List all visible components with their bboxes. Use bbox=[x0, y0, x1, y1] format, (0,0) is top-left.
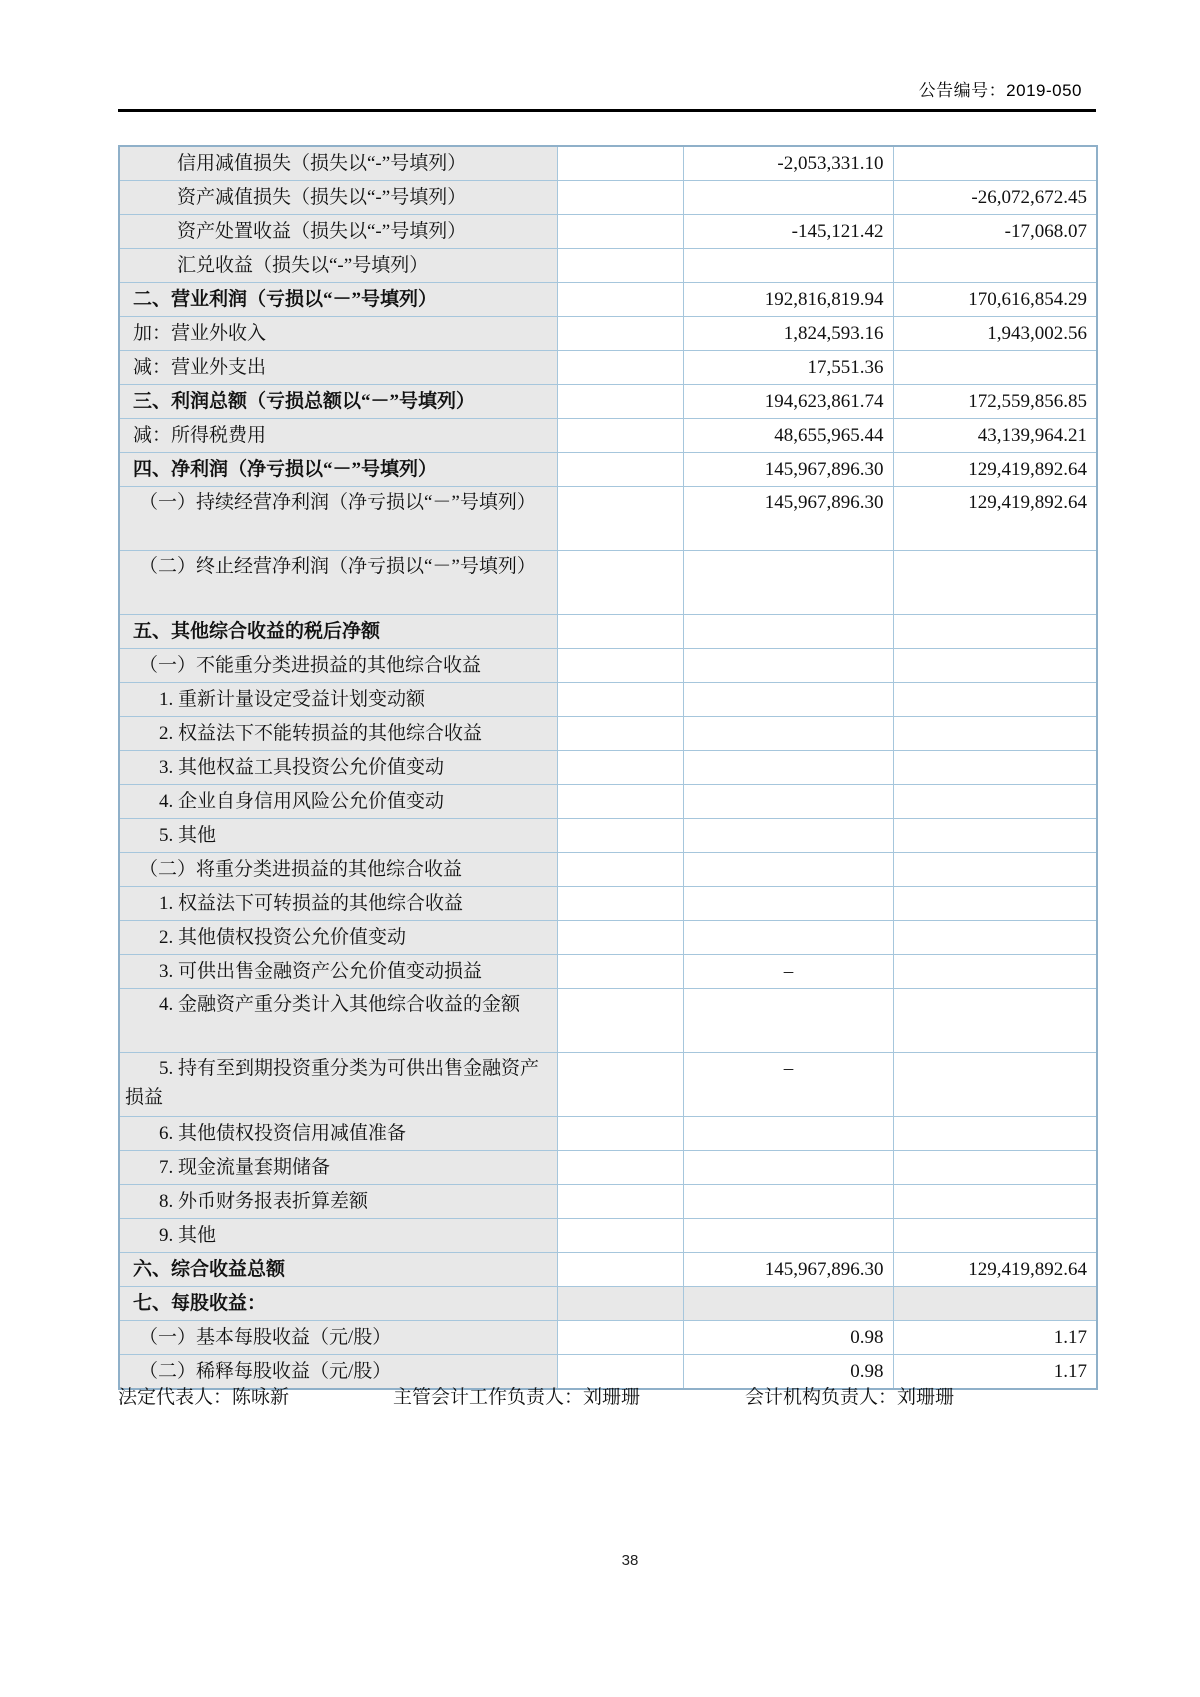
row-label: 3. 可供出售金融资产公允价值变动损益 bbox=[119, 955, 557, 989]
row-prior-period-value: -26,072,672.45 bbox=[893, 181, 1097, 215]
row-prior-period-value: 172,559,856.85 bbox=[893, 385, 1097, 419]
row-note-cell bbox=[557, 181, 683, 215]
row-note-cell bbox=[557, 317, 683, 351]
row-label: 1. 重新计量设定受益计划变动额 bbox=[119, 683, 557, 717]
row-prior-period-value bbox=[893, 955, 1097, 989]
row-prior-period-value bbox=[893, 751, 1097, 785]
row-prior-period-value bbox=[893, 921, 1097, 955]
row-label: （二）终止经营净利润（净亏损以“－”号填列） bbox=[119, 551, 557, 615]
row-note-cell bbox=[557, 649, 683, 683]
row-label: 3. 其他权益工具投资公允价值变动 bbox=[119, 751, 557, 785]
table-row bbox=[119, 819, 1097, 853]
table-row bbox=[119, 551, 1097, 615]
row-label: 7. 现金流量套期储备 bbox=[119, 1151, 557, 1185]
row-current-period-value bbox=[683, 649, 893, 683]
table-row bbox=[119, 683, 1097, 717]
row-label: 二、营业利润（亏损以“－”号填列） bbox=[119, 283, 557, 317]
row-label: 加：营业外收入 bbox=[119, 317, 557, 351]
row-note-cell bbox=[557, 551, 683, 615]
table-row bbox=[119, 249, 1097, 283]
row-current-period-value bbox=[683, 1151, 893, 1185]
row-note-cell bbox=[557, 751, 683, 785]
row-label: 5. 持有至到期投资重分类为可供出售金融资产损益 bbox=[119, 1053, 557, 1117]
row-label: （一）持续经营净利润（净亏损以“－”号填列） bbox=[119, 487, 557, 551]
table-row bbox=[119, 989, 1097, 1053]
row-label: 信用减值损失（损失以“-”号填列） bbox=[119, 146, 557, 181]
table-row bbox=[119, 1053, 1097, 1117]
row-prior-period-value bbox=[893, 146, 1097, 181]
row-note-cell bbox=[557, 615, 683, 649]
row-prior-period-value bbox=[893, 1287, 1097, 1321]
row-note-cell bbox=[557, 785, 683, 819]
row-current-period-value bbox=[683, 1117, 893, 1151]
row-label: 五、其他综合收益的税后净额 bbox=[119, 615, 557, 649]
row-note-cell bbox=[557, 487, 683, 551]
row-note-cell bbox=[557, 385, 683, 419]
row-note-cell bbox=[557, 453, 683, 487]
row-prior-period-value bbox=[893, 717, 1097, 751]
table-body bbox=[119, 146, 1097, 1389]
row-prior-period-value bbox=[893, 1117, 1097, 1151]
row-current-period-value: 145,967,896.30 bbox=[683, 487, 893, 551]
row-prior-period-value bbox=[893, 615, 1097, 649]
table-row bbox=[119, 419, 1097, 453]
row-current-period-value: 0.98 bbox=[683, 1321, 893, 1355]
row-note-cell bbox=[557, 921, 683, 955]
table-row bbox=[119, 1151, 1097, 1185]
table-row bbox=[119, 1185, 1097, 1219]
row-note-cell bbox=[557, 1321, 683, 1355]
row-current-period-value bbox=[683, 785, 893, 819]
row-note-cell bbox=[557, 819, 683, 853]
row-note-cell bbox=[557, 955, 683, 989]
chief-accounting-officer: 主管会计工作负责人：刘珊珊 bbox=[393, 1387, 641, 1408]
row-prior-period-value bbox=[893, 351, 1097, 385]
row-current-period-value: -145,121.42 bbox=[683, 215, 893, 249]
row-note-cell bbox=[557, 1253, 683, 1287]
row-note-cell bbox=[557, 215, 683, 249]
table-row bbox=[119, 283, 1097, 317]
row-prior-period-value bbox=[893, 1151, 1097, 1185]
table-row bbox=[119, 615, 1097, 649]
table-row bbox=[119, 1287, 1097, 1321]
row-current-period-value: 0.98 bbox=[683, 1355, 893, 1390]
table-row bbox=[119, 887, 1097, 921]
table-row bbox=[119, 1321, 1097, 1355]
row-note-cell bbox=[557, 351, 683, 385]
row-label: （一）不能重分类进损益的其他综合收益 bbox=[119, 649, 557, 683]
row-note-cell bbox=[557, 1287, 683, 1321]
row-current-period-value bbox=[683, 683, 893, 717]
table-row bbox=[119, 853, 1097, 887]
row-label: 六、综合收益总额 bbox=[119, 1253, 557, 1287]
row-prior-period-value bbox=[893, 853, 1097, 887]
table-row bbox=[119, 717, 1097, 751]
row-prior-period-value bbox=[893, 785, 1097, 819]
row-current-period-value bbox=[683, 1185, 893, 1219]
row-current-period-value: 17,551.36 bbox=[683, 351, 893, 385]
row-note-cell bbox=[557, 419, 683, 453]
row-label: 汇兑收益（损失以“-”号填列） bbox=[119, 249, 557, 283]
row-note-cell bbox=[557, 717, 683, 751]
row-note-cell bbox=[557, 1219, 683, 1253]
table-row bbox=[119, 955, 1097, 989]
row-label: 1. 权益法下可转损益的其他综合收益 bbox=[119, 887, 557, 921]
income-statement-table bbox=[118, 145, 1098, 1390]
row-label: （二）将重分类进损益的其他综合收益 bbox=[119, 853, 557, 887]
row-current-period-value bbox=[683, 887, 893, 921]
row-current-period-value: -2,053,331.10 bbox=[683, 146, 893, 181]
row-prior-period-value: 129,419,892.64 bbox=[893, 453, 1097, 487]
announcement-number bbox=[919, 76, 1082, 101]
row-prior-period-value bbox=[893, 1053, 1097, 1117]
row-current-period-value bbox=[683, 181, 893, 215]
row-prior-period-value bbox=[893, 551, 1097, 615]
row-note-cell bbox=[557, 146, 683, 181]
row-prior-period-value bbox=[893, 819, 1097, 853]
row-note-cell bbox=[557, 1053, 683, 1117]
table-row bbox=[119, 385, 1097, 419]
row-prior-period-value bbox=[893, 887, 1097, 921]
row-label: 减：所得税费用 bbox=[119, 419, 557, 453]
row-current-period-value bbox=[683, 717, 893, 751]
row-prior-period-value bbox=[893, 683, 1097, 717]
row-label: 资产处置收益（损失以“-”号填列） bbox=[119, 215, 557, 249]
row-label: 2. 其他债权投资公允价值变动 bbox=[119, 921, 557, 955]
row-current-period-value bbox=[683, 249, 893, 283]
row-label: 9. 其他 bbox=[119, 1219, 557, 1253]
announcement-number-label: 公告编号： bbox=[918, 81, 1007, 100]
row-current-period-value bbox=[683, 921, 893, 955]
table-row bbox=[119, 921, 1097, 955]
row-prior-period-value bbox=[893, 1185, 1097, 1219]
table-row bbox=[119, 785, 1097, 819]
row-prior-period-value: 43,139,964.21 bbox=[893, 419, 1097, 453]
table-row bbox=[119, 453, 1097, 487]
table-row bbox=[119, 351, 1097, 385]
row-label: 6. 其他债权投资信用减值准备 bbox=[119, 1117, 557, 1151]
row-current-period-value: 145,967,896.30 bbox=[683, 1253, 893, 1287]
row-prior-period-value: 1.17 bbox=[893, 1321, 1097, 1355]
row-label: 资产减值损失（损失以“-”号填列） bbox=[119, 181, 557, 215]
page-number: 38 bbox=[621, 1552, 639, 1569]
row-note-cell bbox=[557, 1117, 683, 1151]
row-label: 2. 权益法下不能转损益的其他综合收益 bbox=[119, 717, 557, 751]
row-note-cell bbox=[557, 989, 683, 1053]
table-row bbox=[119, 1253, 1097, 1287]
row-label: 5. 其他 bbox=[119, 819, 557, 853]
table-row bbox=[119, 1219, 1097, 1253]
row-label: 8. 外币财务报表折算差额 bbox=[119, 1185, 557, 1219]
row-note-cell bbox=[557, 283, 683, 317]
row-note-cell bbox=[557, 1151, 683, 1185]
row-current-period-value bbox=[683, 615, 893, 649]
row-label: 三、利润总额（亏损总额以“－”号填列） bbox=[119, 385, 557, 419]
row-current-period-value: – bbox=[683, 955, 893, 989]
row-prior-period-value bbox=[893, 1219, 1097, 1253]
table-row bbox=[119, 751, 1097, 785]
table-row bbox=[119, 146, 1097, 181]
row-note-cell bbox=[557, 853, 683, 887]
row-label: 4. 金融资产重分类计入其他综合收益的金额 bbox=[119, 989, 557, 1053]
row-prior-period-value: 129,419,892.64 bbox=[893, 1253, 1097, 1287]
row-current-period-value: 194,623,861.74 bbox=[683, 385, 893, 419]
row-note-cell bbox=[557, 683, 683, 717]
row-label: 四、净利润（净亏损以“－”号填列） bbox=[119, 453, 557, 487]
row-note-cell bbox=[557, 1185, 683, 1219]
row-label: （二）稀释每股收益（元/股） bbox=[119, 1355, 557, 1390]
row-prior-period-value bbox=[893, 249, 1097, 283]
row-current-period-value: 192,816,819.94 bbox=[683, 283, 893, 317]
announcement-number-value: 2019-050 bbox=[1006, 81, 1082, 100]
row-prior-period-value: -17,068.07 bbox=[893, 215, 1097, 249]
row-current-period-value bbox=[683, 751, 893, 785]
row-prior-period-value: 1,943,002.56 bbox=[893, 317, 1097, 351]
row-current-period-value bbox=[683, 551, 893, 615]
row-label: 减：营业外支出 bbox=[119, 351, 557, 385]
row-current-period-value: – bbox=[683, 1053, 893, 1117]
row-note-cell bbox=[557, 249, 683, 283]
row-current-period-value bbox=[683, 853, 893, 887]
row-label: （一）基本每股收益（元/股） bbox=[119, 1321, 557, 1355]
row-label: 4. 企业自身信用风险公允价值变动 bbox=[119, 785, 557, 819]
row-prior-period-value: 1.17 bbox=[893, 1355, 1097, 1390]
row-prior-period-value: 170,616,854.29 bbox=[893, 283, 1097, 317]
row-current-period-value: 145,967,896.30 bbox=[683, 453, 893, 487]
row-prior-period-value bbox=[893, 989, 1097, 1053]
table-row bbox=[119, 1117, 1097, 1151]
row-current-period-value bbox=[683, 1219, 893, 1253]
row-label: 七、每股收益： bbox=[119, 1287, 557, 1321]
row-current-period-value: 1,824,593.16 bbox=[683, 317, 893, 351]
row-current-period-value: 48,655,965.44 bbox=[683, 419, 893, 453]
row-current-period-value bbox=[683, 819, 893, 853]
header-divider-rule bbox=[118, 109, 1096, 112]
table-row bbox=[119, 317, 1097, 351]
table-row bbox=[119, 487, 1097, 551]
row-current-period-value bbox=[683, 989, 893, 1053]
table-row bbox=[119, 181, 1097, 215]
row-prior-period-value: 129,419,892.64 bbox=[893, 487, 1097, 551]
legal-representative: 法定代表人：陈咏新 bbox=[118, 1387, 290, 1408]
table-row bbox=[119, 649, 1097, 683]
accounting-department-head: 会计机构负责人：刘珊珊 bbox=[745, 1387, 955, 1408]
row-note-cell bbox=[557, 887, 683, 921]
table-row bbox=[119, 215, 1097, 249]
row-prior-period-value bbox=[893, 649, 1097, 683]
row-current-period-value bbox=[683, 1287, 893, 1321]
